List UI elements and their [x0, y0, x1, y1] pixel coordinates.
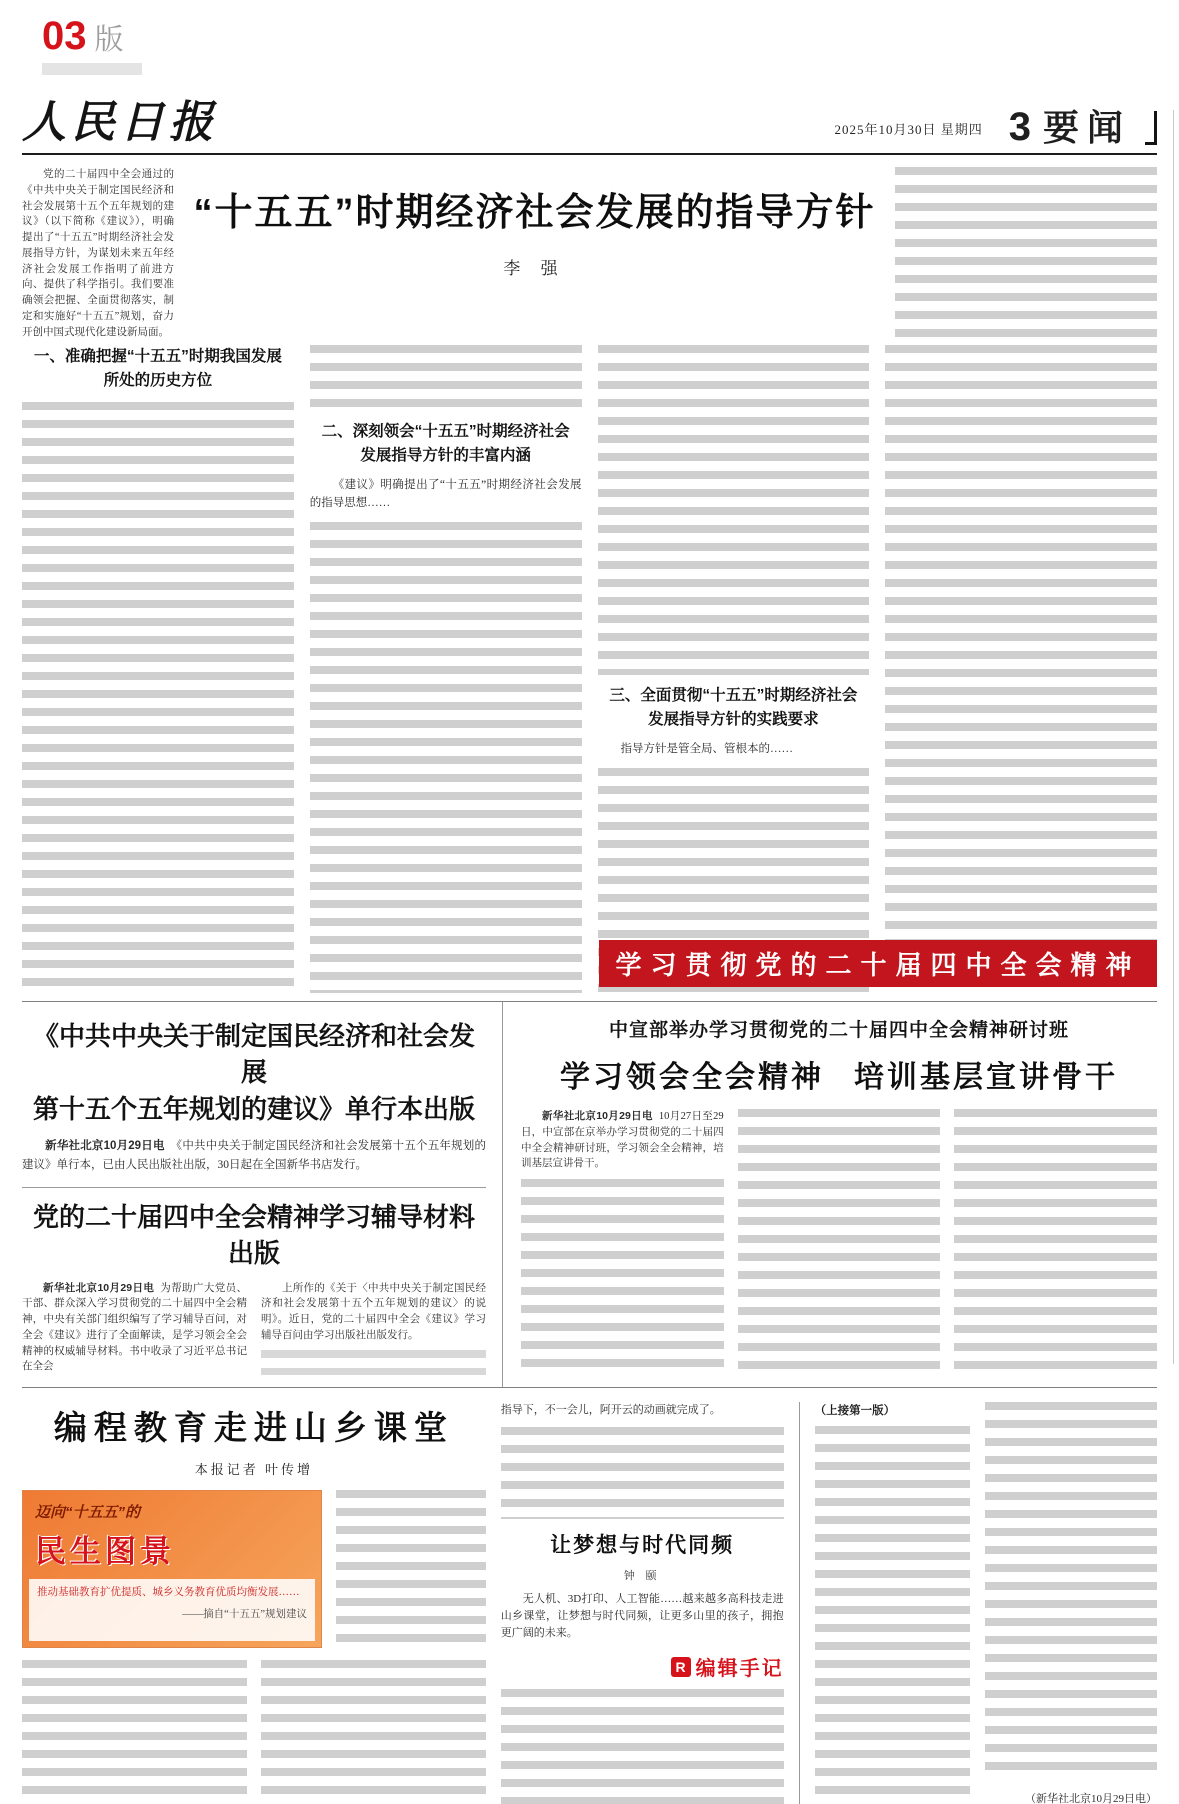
seminar-dateline: 新华社北京10月29日电	[542, 1110, 653, 1122]
page-section	[1008, 105, 1157, 149]
text-placeholder	[895, 167, 1157, 339]
text-placeholder	[22, 1660, 247, 1804]
editor-note-badge-icon: R	[671, 1657, 691, 1677]
graphic-caption-panel	[29, 1579, 315, 1641]
seminar-columns	[521, 1109, 1157, 1375]
edition-label: 版	[94, 24, 124, 56]
header-right	[834, 105, 1157, 149]
text-placeholder	[22, 402, 294, 993]
minsheng-graphic	[22, 1490, 322, 1648]
lead-article-author: 李 强	[503, 259, 566, 278]
text-placeholder	[501, 1689, 784, 1804]
text-placeholder	[521, 1179, 724, 1375]
edition-strip	[0, 0, 1179, 75]
section-title: 要闻	[1042, 106, 1131, 148]
text-placeholder	[261, 1660, 486, 1804]
editor-note-row	[501, 1652, 784, 1681]
page-number: 3	[1008, 105, 1031, 149]
graphic-title: 民生图景	[35, 1534, 175, 1570]
text-placeholder	[310, 522, 582, 993]
book-title-line1: 《中共中央关于制定国民经济和社会发展	[32, 1021, 475, 1088]
feature-sub-byline: 钟 颐	[623, 1570, 661, 1583]
seminar-column-3	[954, 1109, 1157, 1375]
text-placeholder	[261, 1350, 486, 1376]
graphic-source: ——摘自“十五五”规划建议	[182, 1608, 307, 1620]
seminar-column-2	[738, 1109, 941, 1375]
lead-article	[22, 167, 1157, 1002]
continued-article-column-2	[985, 1402, 1157, 1804]
lead-column-4	[885, 345, 1157, 993]
lead-column-2	[310, 345, 582, 993]
section-2-lead: 《建议》明确提出了“十五五”时期经济社会发展的指导思想……	[309, 479, 582, 509]
lead-column-3	[598, 345, 870, 993]
material-article-columns	[22, 1281, 486, 1376]
text-placeholder	[738, 1109, 941, 1375]
book-title-line2: 第十五个五年规划的建议》单行本出版	[32, 1093, 475, 1124]
material-body-text: 新华社北京10月29日电 为帮助广大党员、干部、群众深入学习贯彻党的二十届四中全会精神，中央有关部门组织编写了学习辅导百问，对全会《建议》进行了全面解读，是学习领会全会精神的权威辅导材料。书中收录了习近平总书记在全会	[22, 1281, 247, 1373]
edition-number: 03	[42, 14, 87, 58]
lead-column-1	[22, 345, 294, 993]
study-campaign-banner: 学习贯彻党的二十届四中全会精神	[599, 940, 1157, 987]
text-placeholder	[501, 1427, 784, 1519]
graphic-kicker: 迈向“十五五”的	[35, 1504, 141, 1522]
editor-note-body: 无人机、3D打印、人工智能……越来越多高科技走进山乡课堂，让梦想与时代同频，让更多山里的孩子，拥抱更广阔的未来。	[500, 1593, 784, 1640]
feature-graphic-row	[22, 1490, 486, 1648]
material-dateline: 新华社北京10月29日电	[43, 1281, 155, 1294]
graphic-header	[23, 1491, 321, 1579]
seminar-title-part1: 学习领会全会精神	[560, 1061, 824, 1094]
lead-intro-text: 党的二十届四中全会通过的《中共中央关于制定国民经济和社会发展第十五个五年规划的建议》（以下简称《建议》），明确提出了“十五五”时期经济社会发展指导方针，为谋划未来五年经济社会发展工作指明了前进方向、提供了科学指引。我们要准确领会把握、全面贯彻落实，制定和实施好“十五五”规划，奋力开创中国式现代化建设新局面。	[22, 169, 174, 338]
seminar-body-text: 新华社北京10月29日电 10月27日至29日，中宣部在京举办学习贯彻党的二十届四中全会精神研讨班，学习领会全会精神，培训基层宣讲骨干。	[521, 1110, 724, 1170]
feature-col3-lead: 指导下，不一会儿，阿开云的动画就完成了。	[500, 1404, 721, 1417]
continued-article-column-1	[799, 1402, 971, 1804]
text-placeholder	[336, 1490, 486, 1648]
material-column-1	[22, 1281, 247, 1376]
page-header	[22, 97, 1157, 155]
section-3-lead: 指导方针是管全局、管根本的……	[620, 743, 793, 756]
lead-intro-column	[22, 167, 174, 339]
lead-article-title: “十五五”时期经济社会发展的指导方针	[193, 192, 876, 234]
feature-body-columns	[22, 1660, 486, 1804]
bottom-row	[22, 1388, 1157, 1804]
section-1-heading: 一、准确把握“十五五”时期我国发展所处的历史方位	[33, 348, 282, 390]
masthead-logo: 人民日报	[22, 97, 218, 148]
continued-article-ending: （新华社北京10月29日电）	[1024, 1793, 1157, 1804]
feature-article	[22, 1402, 486, 1804]
feature-byline: 本报记者 叶传增	[194, 1462, 313, 1478]
material-article-title: 党的二十届四中全会精神学习辅导材料出版	[32, 1201, 475, 1269]
continued-from-page1: （上接第一版）	[814, 1405, 896, 1418]
corner-mark-icon	[1145, 111, 1157, 145]
seminar-kicker: 中宣部举办学习贯彻党的二十届四中全会精神研讨班	[608, 1020, 1069, 1041]
lead-article-top	[22, 167, 1157, 339]
text-placeholder	[815, 1426, 971, 1804]
issue-date: 2025年10月30日 星期四	[834, 122, 983, 137]
editor-note-label: 编辑手记	[695, 1658, 784, 1681]
material-body-text-2: 上所作的《关于〈中共中央关于制定国民经济和社会发展第十五个五年规划的建议〉的说明》。近日，党的二十届四中全会《建议》学习辅导百问由学习出版社出版发行。	[261, 1282, 486, 1341]
section-3-heading: 三、全面贯彻“十五五”时期经济社会发展指导方针的实践要求	[609, 687, 858, 729]
text-placeholder	[598, 345, 870, 675]
seminar-title-part2: 培训基层宣讲骨干	[854, 1061, 1118, 1094]
divider-rule	[22, 1187, 486, 1188]
seminar-column-1	[521, 1109, 724, 1375]
text-placeholder	[885, 345, 1157, 993]
book-body-text: 《中共中央关于制定国民经济和社会发展第十五个五年规划的建议》单行本，已由人民出版社出版，30日起在全国新华书店发行。	[22, 1140, 486, 1171]
text-placeholder	[954, 1109, 1157, 1375]
edition-underline-bar	[42, 63, 142, 75]
second-row	[22, 1002, 1157, 1388]
graphic-caption: 推动基础教育扩优提质、城乡义务教育优质均衡发展……	[37, 1587, 300, 1599]
section-2-heading: 二、深刻领会“十五五”时期经济社会发展指导方针的丰富内涵	[321, 423, 570, 465]
feature-column-3	[501, 1402, 784, 1804]
material-column-2	[261, 1281, 486, 1376]
seminar-article	[502, 1002, 1157, 1387]
text-placeholder	[985, 1402, 1157, 1776]
feature-title: 编程教育走进山乡课堂	[53, 1409, 454, 1447]
book-article-body	[22, 1137, 486, 1174]
lead-article-columns	[22, 345, 1157, 993]
book-article-title	[22, 1018, 486, 1127]
lead-col4-top	[895, 167, 1157, 339]
text-placeholder	[310, 345, 582, 411]
book-publication-article	[22, 1002, 502, 1387]
feature-subhead: 让梦想与时代同频	[550, 1534, 735, 1558]
book-dateline: 新华社北京10月29日电	[45, 1140, 165, 1153]
seminar-title	[521, 1052, 1157, 1096]
lead-headline-block	[190, 167, 879, 339]
